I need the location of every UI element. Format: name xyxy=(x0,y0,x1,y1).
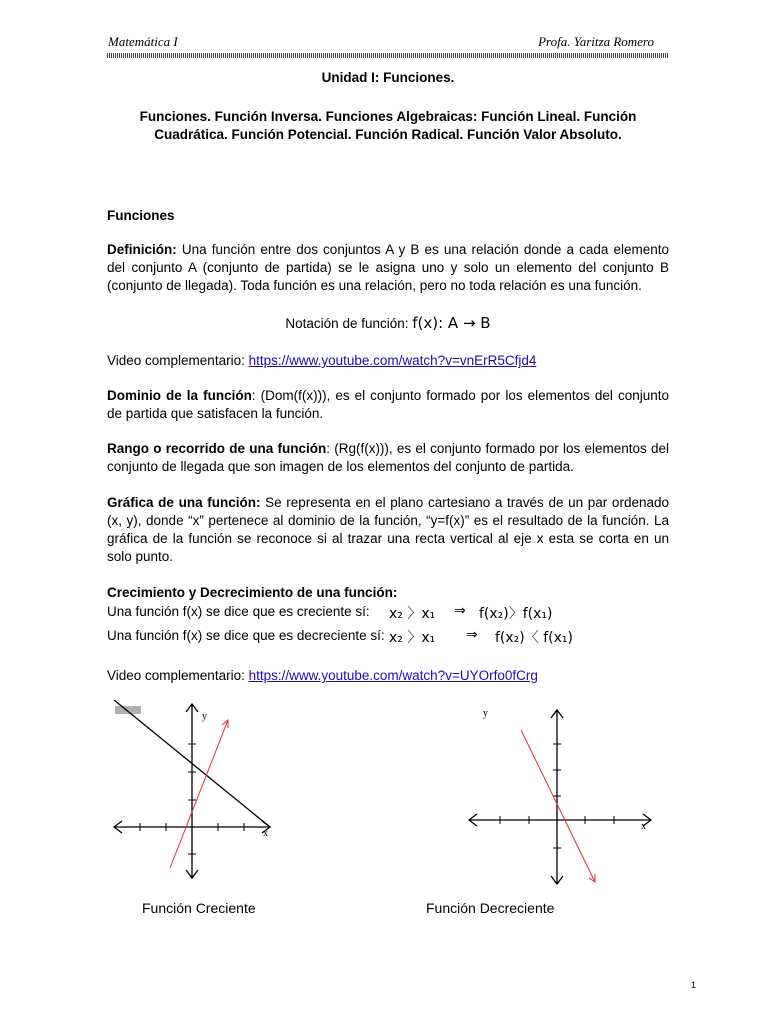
y-axis xyxy=(186,704,198,878)
y-axis-label: y xyxy=(483,708,488,719)
header-teacher: Profa. Yaritza Romero xyxy=(538,34,654,49)
y-axis xyxy=(551,710,563,884)
video-label-2: Video complementario: xyxy=(107,668,249,683)
section-heading-funciones: Funciones xyxy=(107,208,175,223)
caption-increasing: Función Creciente xyxy=(142,900,256,916)
notation-line xyxy=(107,314,669,333)
decreasing-function-graph xyxy=(465,700,655,890)
video-label-1: Video complementario: xyxy=(107,353,249,368)
x-axis-label: x xyxy=(641,821,646,832)
unit-subtitle: Funciones. Función Inversa. Funciones Algebraicas: Función Lineal. Función Cuadrática. Función Potencial. Función Radical. Función Valor Absoluto. xyxy=(139,109,637,142)
caption-decreasing: Función Decreciente xyxy=(426,900,555,916)
domain-label: Dominio de la función xyxy=(107,388,252,403)
definition-label: Definición: xyxy=(107,242,177,257)
range-paragraph xyxy=(107,440,669,476)
graph-text: Se representa en el plano cartesiano a través de un par ordenado (x, y), donde “x” pertenece al dominio de la función, “y=f(x)” es el resultado de la función. La gráfica de la función se reconoce si al trazar una recta vertical al eje x esta se corta en un solo punto. xyxy=(107,495,669,564)
definition-text: Una función entre dos conjuntos A y B es una relación donde a cada elemento del conjunto A (conjunto de partida) se le asigna uno y solo un elemento del conjunto B (conjunto de llegada). Toda función es una relación, pero no toda relación es una función. xyxy=(107,242,669,293)
increasing-line xyxy=(170,720,228,868)
increasing-condition: x₂ 〉x₁ xyxy=(389,606,436,622)
graph-paragraph xyxy=(107,494,669,566)
increasing-function-graph xyxy=(110,700,280,880)
x-axis-label: x xyxy=(263,828,268,839)
notation-formula: f(x): A → B xyxy=(412,314,491,332)
header-divider xyxy=(107,53,669,58)
decreasing-result: f(x₂)〈 f(x₁) xyxy=(495,630,573,646)
video-link-1[interactable]: https://www.youtube.com/watch?v=vnErR5Cfjd4 xyxy=(248,353,537,368)
video-line-2 xyxy=(107,667,669,685)
unit-title: Unidad I: Funciones. xyxy=(321,70,455,85)
implies-symbol-2: ⇒ xyxy=(466,627,478,643)
y-axis-label: y xyxy=(202,711,207,722)
x-axis xyxy=(469,814,651,826)
definition-paragraph xyxy=(107,241,669,295)
range-label: Rango o recorrido de una función xyxy=(107,441,327,456)
video-line-1 xyxy=(107,352,669,370)
header-course: Matemática I xyxy=(108,34,178,49)
page-number: 1 xyxy=(690,980,696,990)
implies-symbol-1: ⇒ xyxy=(454,603,466,619)
decreasing-text: Una función f(x) se dice que es decreciente sí: xyxy=(107,628,385,643)
increasing-text: Una función f(x) se dice que es creciente sí: xyxy=(107,604,370,619)
domain-text: : (Dom(f(x))), es el conjunto formado por los elementos del conjunto de partida que satisfacen la función. xyxy=(107,388,669,421)
notation-label: Notación de función: xyxy=(285,316,413,331)
growth-heading: Crecimiento y Decrecimiento de una función: xyxy=(107,585,398,600)
increasing-result: f(x₂)〉f(x₁) xyxy=(479,606,553,622)
video-link-2[interactable]: https://www.youtube.com/watch?v=UYOrfo0fCrg xyxy=(248,668,538,683)
range-text: : (Rg(f(x))), es el conjunto formado por los elementos del conjunto de llegada que son imagen de los elementos del conjunto de partida. xyxy=(107,441,669,474)
domain-paragraph xyxy=(107,387,669,423)
growth-row-increasing xyxy=(107,603,669,623)
graph-label: Gráfica de una función: xyxy=(107,495,261,510)
growth-row-decreasing xyxy=(107,627,669,647)
decreasing-condition: x₂ 〉x₁ xyxy=(389,630,436,646)
decreasing-line xyxy=(521,730,595,882)
